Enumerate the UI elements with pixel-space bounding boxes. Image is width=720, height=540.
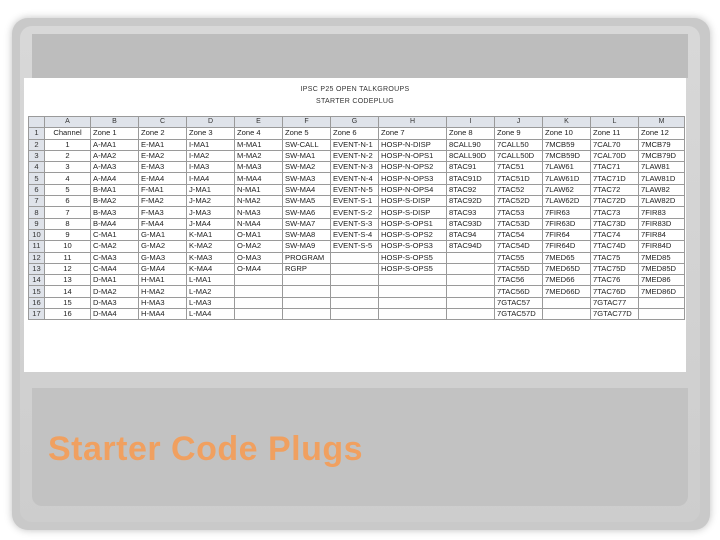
- row-number: 3: [29, 150, 45, 161]
- table-cell: H-MA3: [139, 297, 187, 308]
- row-number: 17: [29, 309, 45, 320]
- table-cell: 7TAC52D: [495, 196, 543, 207]
- table-cell: 7MED65: [543, 252, 591, 263]
- table-cell: 7FIR84: [639, 229, 685, 240]
- row-number: 8: [29, 207, 45, 218]
- row-number: 16: [29, 297, 45, 308]
- table-cell: [331, 252, 379, 263]
- table-cell: [235, 275, 283, 286]
- table-cell: J-MA1: [187, 184, 235, 195]
- header-cell: Zone 9: [495, 128, 543, 139]
- row-number: 7: [29, 196, 45, 207]
- table-cell: 5: [45, 184, 91, 195]
- row-number: 4: [29, 162, 45, 173]
- table-cell: [283, 309, 331, 320]
- table-cell: 7FIR83D: [639, 218, 685, 229]
- table-cell: [639, 309, 685, 320]
- header-cell: Zone 8: [447, 128, 495, 139]
- table-cell: B-MA2: [91, 196, 139, 207]
- table-cell: I-MA3: [187, 162, 235, 173]
- table-cell: 8TAC92D: [447, 196, 495, 207]
- table-cell: [331, 297, 379, 308]
- table-cell: HOSP-S-OPS1: [379, 218, 447, 229]
- column-letter: H: [379, 117, 447, 128]
- table-cell: J-MA2: [187, 196, 235, 207]
- table-cell: 7FIR63D: [543, 218, 591, 229]
- table-cell: 7TAC74D: [591, 241, 639, 252]
- table-cell: EVENT-N-4: [331, 173, 379, 184]
- table-cell: 16: [45, 309, 91, 320]
- table-cell: 7MCB79: [639, 139, 685, 150]
- table-cell: F-MA4: [139, 218, 187, 229]
- table-cell: 7TAC53D: [495, 218, 543, 229]
- table-cell: [331, 275, 379, 286]
- table-cell: 7TAC51D: [495, 173, 543, 184]
- table-cell: [447, 309, 495, 320]
- table-cell: C-MA1: [91, 229, 139, 240]
- table-cell: 7LAW62D: [543, 196, 591, 207]
- column-letter: J: [495, 117, 543, 128]
- row-number: 6: [29, 184, 45, 195]
- table-cell: A-MA2: [91, 150, 139, 161]
- table-cell: C-MA3: [91, 252, 139, 263]
- table-cell: 8CALL90D: [447, 150, 495, 161]
- header-cell: Zone 5: [283, 128, 331, 139]
- table-cell: EVENT-S-3: [331, 218, 379, 229]
- table-cell: EVENT-S-1: [331, 196, 379, 207]
- table-cell: 7MED85: [639, 252, 685, 263]
- table-cell: 2: [45, 150, 91, 161]
- table-cell: SW-MA2: [283, 162, 331, 173]
- table-cell: 7TAC55: [495, 252, 543, 263]
- table-cell: 7MCB59D: [543, 150, 591, 161]
- table-cell: [235, 286, 283, 297]
- table-cell: 7LAW61D: [543, 173, 591, 184]
- table-cell: 7TAC75D: [591, 263, 639, 274]
- table-row: [29, 173, 685, 184]
- table-cell: K-MA1: [187, 229, 235, 240]
- column-letter: G: [331, 117, 379, 128]
- table-cell: 7CALL50: [495, 139, 543, 150]
- row-number: 10: [29, 229, 45, 240]
- table-cell: N-MA1: [235, 184, 283, 195]
- table-cell: 7TAC74: [591, 229, 639, 240]
- table-cell: HOSP-N-OPS1: [379, 150, 447, 161]
- table-cell: EVENT-S-2: [331, 207, 379, 218]
- table-cell: A-MA3: [91, 162, 139, 173]
- table-cell: HOSP-N-DISP: [379, 139, 447, 150]
- table-cell: [283, 286, 331, 297]
- table-cell: 8TAC94: [447, 229, 495, 240]
- table-row: [29, 196, 685, 207]
- table-cell: HOSP-S-OPS5: [379, 263, 447, 274]
- table-cell: HOSP-S-DISP: [379, 196, 447, 207]
- table-cell: 7FIR63: [543, 207, 591, 218]
- table-cell: EVENT-S-4: [331, 229, 379, 240]
- table-cell: [331, 263, 379, 274]
- table-cell: O-MA4: [235, 263, 283, 274]
- table-cell: 7LAW81D: [639, 173, 685, 184]
- column-letter: I: [447, 117, 495, 128]
- row-number: 13: [29, 263, 45, 274]
- table-cell: 7CAL70: [591, 139, 639, 150]
- header-cell: Zone 11: [591, 128, 639, 139]
- table-row: [29, 128, 685, 139]
- table-cell: RGRP: [283, 263, 331, 274]
- table-cell: 7TAC53: [495, 207, 543, 218]
- column-letter: M: [639, 117, 685, 128]
- table-cell: [447, 252, 495, 263]
- table-cell: M-MA3: [235, 162, 283, 173]
- table-cell: 7GTAC77D: [591, 309, 639, 320]
- header-cell: Zone 2: [139, 128, 187, 139]
- table-cell: HOSP-S-OPS3: [379, 241, 447, 252]
- table-cell: HOSP-S-OPS2: [379, 229, 447, 240]
- table-cell: SW-CALL: [283, 139, 331, 150]
- header-cell: Channel: [45, 128, 91, 139]
- header-cell: Zone 6: [331, 128, 379, 139]
- column-letter: D: [187, 117, 235, 128]
- table-cell: [379, 309, 447, 320]
- column-letter: B: [91, 117, 139, 128]
- table-cell: D-MA1: [91, 275, 139, 286]
- table-cell: [283, 275, 331, 286]
- table-cell: H-MA2: [139, 286, 187, 297]
- table-cell: D-MA2: [91, 286, 139, 297]
- table-cell: SW-MA4: [283, 184, 331, 195]
- table-cell: E-MA2: [139, 150, 187, 161]
- table-cell: I-MA4: [187, 173, 235, 184]
- table-cell: 8TAC92: [447, 184, 495, 195]
- table-cell: 8TAC91: [447, 162, 495, 173]
- sheet-title: IPSC P25 OPEN TALKGROUPS: [300, 86, 410, 93]
- table-cell: 7FIR84D: [639, 241, 685, 252]
- table-cell: 15: [45, 297, 91, 308]
- table-cell: 8TAC93D: [447, 218, 495, 229]
- table-cell: L-MA2: [187, 286, 235, 297]
- table-row: [29, 139, 685, 150]
- table-cell: 7TAC52: [495, 184, 543, 195]
- table-cell: 7FIR64D: [543, 241, 591, 252]
- table-cell: G-MA2: [139, 241, 187, 252]
- table-cell: 7GTAC57: [495, 297, 543, 308]
- table-cell: L-MA1: [187, 275, 235, 286]
- column-letter: K: [543, 117, 591, 128]
- table-cell: F-MA3: [139, 207, 187, 218]
- table-cell: 7TAC76: [591, 275, 639, 286]
- table-cell: 9: [45, 229, 91, 240]
- table-cell: F-MA1: [139, 184, 187, 195]
- table-cell: J-MA3: [187, 207, 235, 218]
- table-cell: 7FIR83: [639, 207, 685, 218]
- table-cell: 7LAW81: [639, 162, 685, 173]
- table-cell: G-MA1: [139, 229, 187, 240]
- table-cell: 7TAC54D: [495, 241, 543, 252]
- table-cell: E-MA4: [139, 173, 187, 184]
- table-cell: EVENT-N-1: [331, 139, 379, 150]
- column-letter: E: [235, 117, 283, 128]
- header-cell: Zone 3: [187, 128, 235, 139]
- table-cell: 7TAC54: [495, 229, 543, 240]
- table-cell: 7LAW82D: [639, 196, 685, 207]
- table-cell: 7TAC71: [591, 162, 639, 173]
- table-cell: 14: [45, 286, 91, 297]
- table-cell: F-MA2: [139, 196, 187, 207]
- row-number: 11: [29, 241, 45, 252]
- table-row: [29, 184, 685, 195]
- table-cell: I-MA1: [187, 139, 235, 150]
- column-header-row: [29, 117, 685, 128]
- table-cell: 7TAC73: [591, 207, 639, 218]
- table-cell: N-MA2: [235, 196, 283, 207]
- table-cell: HOSP-N-OPS4: [379, 184, 447, 195]
- sheet-subtitle: STARTER CODEPLUG: [315, 98, 395, 105]
- table-cell: 7: [45, 207, 91, 218]
- table-row: [29, 275, 685, 286]
- table-cell: N-MA3: [235, 207, 283, 218]
- column-letter: C: [139, 117, 187, 128]
- table-cell: 7TAC73D: [591, 218, 639, 229]
- table-cell: [447, 297, 495, 308]
- table-cell: [447, 275, 495, 286]
- table-cell: E-MA3: [139, 162, 187, 173]
- header-cell: Zone 4: [235, 128, 283, 139]
- table-cell: HOSP-N-OPS2: [379, 162, 447, 173]
- table-cell: H-MA1: [139, 275, 187, 286]
- table-row: [29, 241, 685, 252]
- table-cell: 7MED65D: [543, 263, 591, 274]
- table-cell: SW-MA8: [283, 229, 331, 240]
- talkgroup-table: [28, 116, 685, 320]
- table-cell: K-MA3: [187, 252, 235, 263]
- table-cell: 7TAC55D: [495, 263, 543, 274]
- table-cell: D-MA3: [91, 297, 139, 308]
- row-number: 1: [29, 128, 45, 139]
- table-row: [29, 162, 685, 173]
- table-cell: O-MA2: [235, 241, 283, 252]
- table-cell: 13: [45, 275, 91, 286]
- table-cell: SW-MA7: [283, 218, 331, 229]
- table-cell: 7TAC76D: [591, 286, 639, 297]
- table-cell: 7FIR64: [543, 229, 591, 240]
- table-cell: 7LAW61: [543, 162, 591, 173]
- table-cell: L-MA4: [187, 309, 235, 320]
- header-cell: Zone 7: [379, 128, 447, 139]
- table-cell: G-MA4: [139, 263, 187, 274]
- column-letter: F: [283, 117, 331, 128]
- table-cell: EVENT-N-3: [331, 162, 379, 173]
- table-cell: H-MA4: [139, 309, 187, 320]
- table-cell: [235, 297, 283, 308]
- header-cell: Zone 1: [91, 128, 139, 139]
- table-cell: N-MA4: [235, 218, 283, 229]
- table-cell: O-MA3: [235, 252, 283, 263]
- table-cell: 10: [45, 241, 91, 252]
- table-cell: C-MA4: [91, 263, 139, 274]
- table-cell: O-MA1: [235, 229, 283, 240]
- table-cell: [379, 286, 447, 297]
- table-cell: 3: [45, 162, 91, 173]
- table-cell: SW-MA5: [283, 196, 331, 207]
- corner-cell: [29, 117, 45, 128]
- table-cell: 4: [45, 173, 91, 184]
- table-cell: HOSP-N-OPS3: [379, 173, 447, 184]
- table-cell: K-MA2: [187, 241, 235, 252]
- table-cell: 8TAC91D: [447, 173, 495, 184]
- column-letter: A: [45, 117, 91, 128]
- table-cell: 8TAC93: [447, 207, 495, 218]
- table-row: [29, 150, 685, 161]
- header-cell: Zone 10: [543, 128, 591, 139]
- table-cell: 7MED86D: [639, 286, 685, 297]
- table-row: [29, 286, 685, 297]
- table-cell: 7CALL50D: [495, 150, 543, 161]
- table-cell: 7TAC71D: [591, 173, 639, 184]
- table-cell: EVENT-S-5: [331, 241, 379, 252]
- table-cell: EVENT-N-2: [331, 150, 379, 161]
- row-number: 12: [29, 252, 45, 263]
- table-cell: 7CAL70D: [591, 150, 639, 161]
- table-cell: [447, 286, 495, 297]
- header-cell: Zone 12: [639, 128, 685, 139]
- table-cell: 7TAC51: [495, 162, 543, 173]
- table-cell: 7LAW62: [543, 184, 591, 195]
- table-row: [29, 309, 685, 320]
- table-cell: SW-MA3: [283, 173, 331, 184]
- table-cell: SW-MA9: [283, 241, 331, 252]
- table-cell: B-MA3: [91, 207, 139, 218]
- row-number: 9: [29, 218, 45, 229]
- table-row: [29, 218, 685, 229]
- table-cell: 8TAC94D: [447, 241, 495, 252]
- column-letter: L: [591, 117, 639, 128]
- table-cell: SW-MA6: [283, 207, 331, 218]
- table-cell: 7TAC56: [495, 275, 543, 286]
- table-cell: 7GTAC57D: [495, 309, 543, 320]
- table-cell: M-MA4: [235, 173, 283, 184]
- table-cell: [639, 297, 685, 308]
- table-cell: 7LAW82: [639, 184, 685, 195]
- table-row: [29, 297, 685, 308]
- table-cell: M-MA2: [235, 150, 283, 161]
- table-cell: D-MA4: [91, 309, 139, 320]
- table-cell: 7TAC56D: [495, 286, 543, 297]
- table-cell: E-MA1: [139, 139, 187, 150]
- table-row: [29, 252, 685, 263]
- table-cell: [543, 309, 591, 320]
- table-cell: [379, 275, 447, 286]
- table-cell: 7GTAC77: [591, 297, 639, 308]
- table-cell: [235, 309, 283, 320]
- table-cell: PROGRAM: [283, 252, 331, 263]
- table-row: [29, 229, 685, 240]
- row-number: 2: [29, 139, 45, 150]
- table-cell: 1: [45, 139, 91, 150]
- table-cell: B-MA4: [91, 218, 139, 229]
- table-cell: A-MA4: [91, 173, 139, 184]
- table-cell: 12: [45, 263, 91, 274]
- row-number: 15: [29, 286, 45, 297]
- table-cell: [283, 297, 331, 308]
- table-cell: L-MA3: [187, 297, 235, 308]
- table-cell: 7MED66D: [543, 286, 591, 297]
- table-cell: 7MED86: [639, 275, 685, 286]
- table-cell: EVENT-N-5: [331, 184, 379, 195]
- table-cell: 7MCB59: [543, 139, 591, 150]
- table-cell: M-MA1: [235, 139, 283, 150]
- table-cell: [379, 297, 447, 308]
- table-row: [29, 263, 685, 274]
- table-cell: [543, 297, 591, 308]
- table-cell: 11: [45, 252, 91, 263]
- table-cell: SW-MA1: [283, 150, 331, 161]
- table-cell: 7TAC75: [591, 252, 639, 263]
- table-cell: HOSP-S-OPS5: [379, 252, 447, 263]
- table-cell: J-MA4: [187, 218, 235, 229]
- table-cell: [331, 286, 379, 297]
- table-cell: B-MA1: [91, 184, 139, 195]
- row-number: 5: [29, 173, 45, 184]
- table-cell: HOSP-S-DISP: [379, 207, 447, 218]
- table-cell: 7TAC72D: [591, 196, 639, 207]
- title-band: [32, 34, 688, 78]
- table-cell: G-MA3: [139, 252, 187, 263]
- table-cell: 7MED85D: [639, 263, 685, 274]
- table-cell: [331, 309, 379, 320]
- table-cell: 7TAC72: [591, 184, 639, 195]
- table-cell: I-MA2: [187, 150, 235, 161]
- table-cell: [447, 263, 495, 274]
- table-cell: A-MA1: [91, 139, 139, 150]
- row-number: 14: [29, 275, 45, 286]
- table-cell: 6: [45, 196, 91, 207]
- table-cell: K-MA4: [187, 263, 235, 274]
- table-cell: 7MED66: [543, 275, 591, 286]
- slide-title: Starter Code Plugs: [48, 430, 364, 468]
- table-cell: C-MA2: [91, 241, 139, 252]
- table-cell: 7MCB79D: [639, 150, 685, 161]
- table-cell: 8CALL90: [447, 139, 495, 150]
- table-row: [29, 207, 685, 218]
- table-cell: 8: [45, 218, 91, 229]
